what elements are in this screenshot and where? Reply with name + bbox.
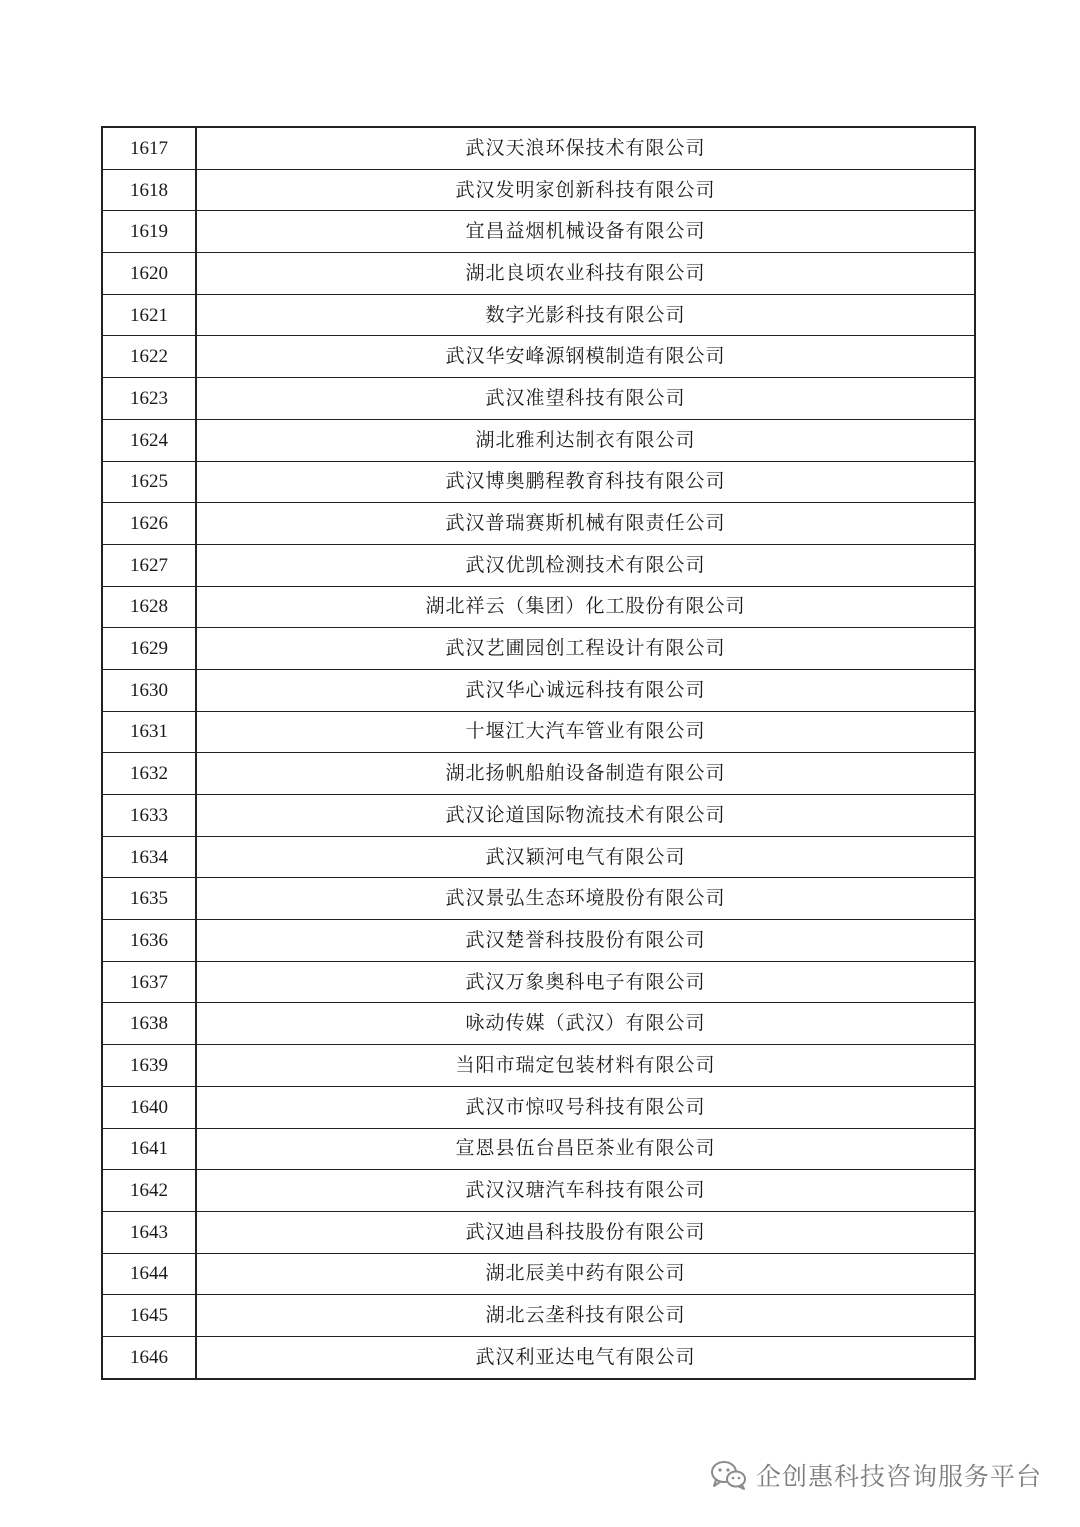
company-list-table bbox=[101, 126, 976, 1380]
row-number: 1630 bbox=[102, 669, 196, 711]
company-name: 数字光影科技有限公司 bbox=[196, 294, 975, 336]
company-name: 宜昌益烟机械设备有限公司 bbox=[196, 211, 975, 253]
row-number: 1642 bbox=[102, 1170, 196, 1212]
row-number: 1636 bbox=[102, 920, 196, 962]
row-number: 1626 bbox=[102, 503, 196, 545]
company-name: 武汉万象奥科电子有限公司 bbox=[196, 961, 975, 1003]
table-row bbox=[102, 1170, 975, 1212]
table-row bbox=[102, 795, 975, 837]
company-name: 武汉汉瑭汽车科技有限公司 bbox=[196, 1170, 975, 1212]
table-row bbox=[102, 294, 975, 336]
row-number: 1621 bbox=[102, 294, 196, 336]
row-number: 1631 bbox=[102, 711, 196, 753]
table-row bbox=[102, 336, 975, 378]
company-name: 湖北扬帆船舶设备制造有限公司 bbox=[196, 753, 975, 795]
row-number: 1637 bbox=[102, 961, 196, 1003]
company-name: 武汉博奥鹏程教育科技有限公司 bbox=[196, 461, 975, 503]
table-row bbox=[102, 127, 975, 169]
company-name: 武汉准望科技有限公司 bbox=[196, 378, 975, 420]
row-number: 1643 bbox=[102, 1211, 196, 1253]
table-row bbox=[102, 753, 975, 795]
row-number: 1633 bbox=[102, 795, 196, 837]
table-row bbox=[102, 961, 975, 1003]
company-name: 武汉天浪环保技术有限公司 bbox=[196, 127, 975, 169]
company-name: 武汉优凯检测技术有限公司 bbox=[196, 544, 975, 586]
company-name: 武汉艺圃园创工程设计有限公司 bbox=[196, 628, 975, 670]
row-number: 1641 bbox=[102, 1128, 196, 1170]
watermark-text: 企创惠科技咨询服务平台 bbox=[755, 1462, 1042, 1491]
row-number: 1627 bbox=[102, 544, 196, 586]
row-number: 1632 bbox=[102, 753, 196, 795]
company-name: 湖北良顷农业科技有限公司 bbox=[196, 253, 975, 295]
table-row bbox=[102, 211, 975, 253]
row-number: 1639 bbox=[102, 1045, 196, 1087]
row-number: 1638 bbox=[102, 1003, 196, 1045]
company-name: 十堰江大汽车管业有限公司 bbox=[196, 711, 975, 753]
company-name: 当阳市瑞定包装材料有限公司 bbox=[196, 1045, 975, 1087]
row-number: 1628 bbox=[102, 586, 196, 628]
table-row bbox=[102, 169, 975, 211]
row-number: 1629 bbox=[102, 628, 196, 670]
company-name: 武汉发明家创新科技有限公司 bbox=[196, 169, 975, 211]
company-name: 湖北辰美中药有限公司 bbox=[196, 1253, 975, 1295]
table-row bbox=[102, 419, 975, 461]
row-number: 1635 bbox=[102, 878, 196, 920]
company-name: 武汉迪昌科技股份有限公司 bbox=[196, 1211, 975, 1253]
table-row bbox=[102, 711, 975, 753]
company-name: 武汉华心诚远科技有限公司 bbox=[196, 669, 975, 711]
wechat-icon bbox=[710, 1459, 748, 1491]
row-number: 1622 bbox=[102, 336, 196, 378]
table-row bbox=[102, 1128, 975, 1170]
table-row bbox=[102, 1086, 975, 1128]
row-number: 1619 bbox=[102, 211, 196, 253]
row-number: 1617 bbox=[102, 127, 196, 169]
table-row bbox=[102, 378, 975, 420]
company-name: 咏动传媒（武汉）有限公司 bbox=[196, 1003, 975, 1045]
row-number: 1644 bbox=[102, 1253, 196, 1295]
table-row bbox=[102, 253, 975, 295]
row-number: 1645 bbox=[102, 1295, 196, 1337]
table-row bbox=[102, 920, 975, 962]
company-name: 武汉市惊叹号科技有限公司 bbox=[196, 1086, 975, 1128]
table-row bbox=[102, 878, 975, 920]
row-number: 1624 bbox=[102, 419, 196, 461]
table-row bbox=[102, 503, 975, 545]
table-row bbox=[102, 461, 975, 503]
table-row bbox=[102, 1211, 975, 1253]
row-number: 1646 bbox=[102, 1336, 196, 1378]
row-number: 1634 bbox=[102, 836, 196, 878]
company-name: 武汉论道国际物流技术有限公司 bbox=[196, 795, 975, 837]
company-name: 武汉普瑞赛斯机械有限责任公司 bbox=[196, 503, 975, 545]
row-number: 1625 bbox=[102, 461, 196, 503]
company-table bbox=[101, 126, 976, 1380]
watermark bbox=[710, 1455, 1042, 1495]
company-name: 武汉景弘生态环境股份有限公司 bbox=[196, 878, 975, 920]
table-row bbox=[102, 544, 975, 586]
company-name: 湖北祥云（集团）化工股份有限公司 bbox=[196, 586, 975, 628]
company-name: 湖北雅利达制衣有限公司 bbox=[196, 419, 975, 461]
table-row bbox=[102, 1295, 975, 1337]
company-name: 武汉利亚达电气有限公司 bbox=[196, 1336, 975, 1378]
row-number: 1640 bbox=[102, 1086, 196, 1128]
company-name: 武汉颖河电气有限公司 bbox=[196, 836, 975, 878]
row-number: 1623 bbox=[102, 378, 196, 420]
company-name: 宣恩县伍台昌臣茶业有限公司 bbox=[196, 1128, 975, 1170]
row-number: 1618 bbox=[102, 169, 196, 211]
table-body bbox=[102, 127, 975, 1379]
table-row bbox=[102, 669, 975, 711]
table-row bbox=[102, 836, 975, 878]
table-row bbox=[102, 586, 975, 628]
table-row bbox=[102, 628, 975, 670]
table-row bbox=[102, 1045, 975, 1087]
company-name: 武汉楚誉科技股份有限公司 bbox=[196, 920, 975, 962]
table-row bbox=[102, 1003, 975, 1045]
company-name: 湖北云垄科技有限公司 bbox=[196, 1295, 975, 1337]
table-row bbox=[102, 1253, 975, 1295]
row-number: 1620 bbox=[102, 253, 196, 295]
table-row bbox=[102, 1336, 975, 1378]
company-name: 武汉华安峰源钢模制造有限公司 bbox=[196, 336, 975, 378]
